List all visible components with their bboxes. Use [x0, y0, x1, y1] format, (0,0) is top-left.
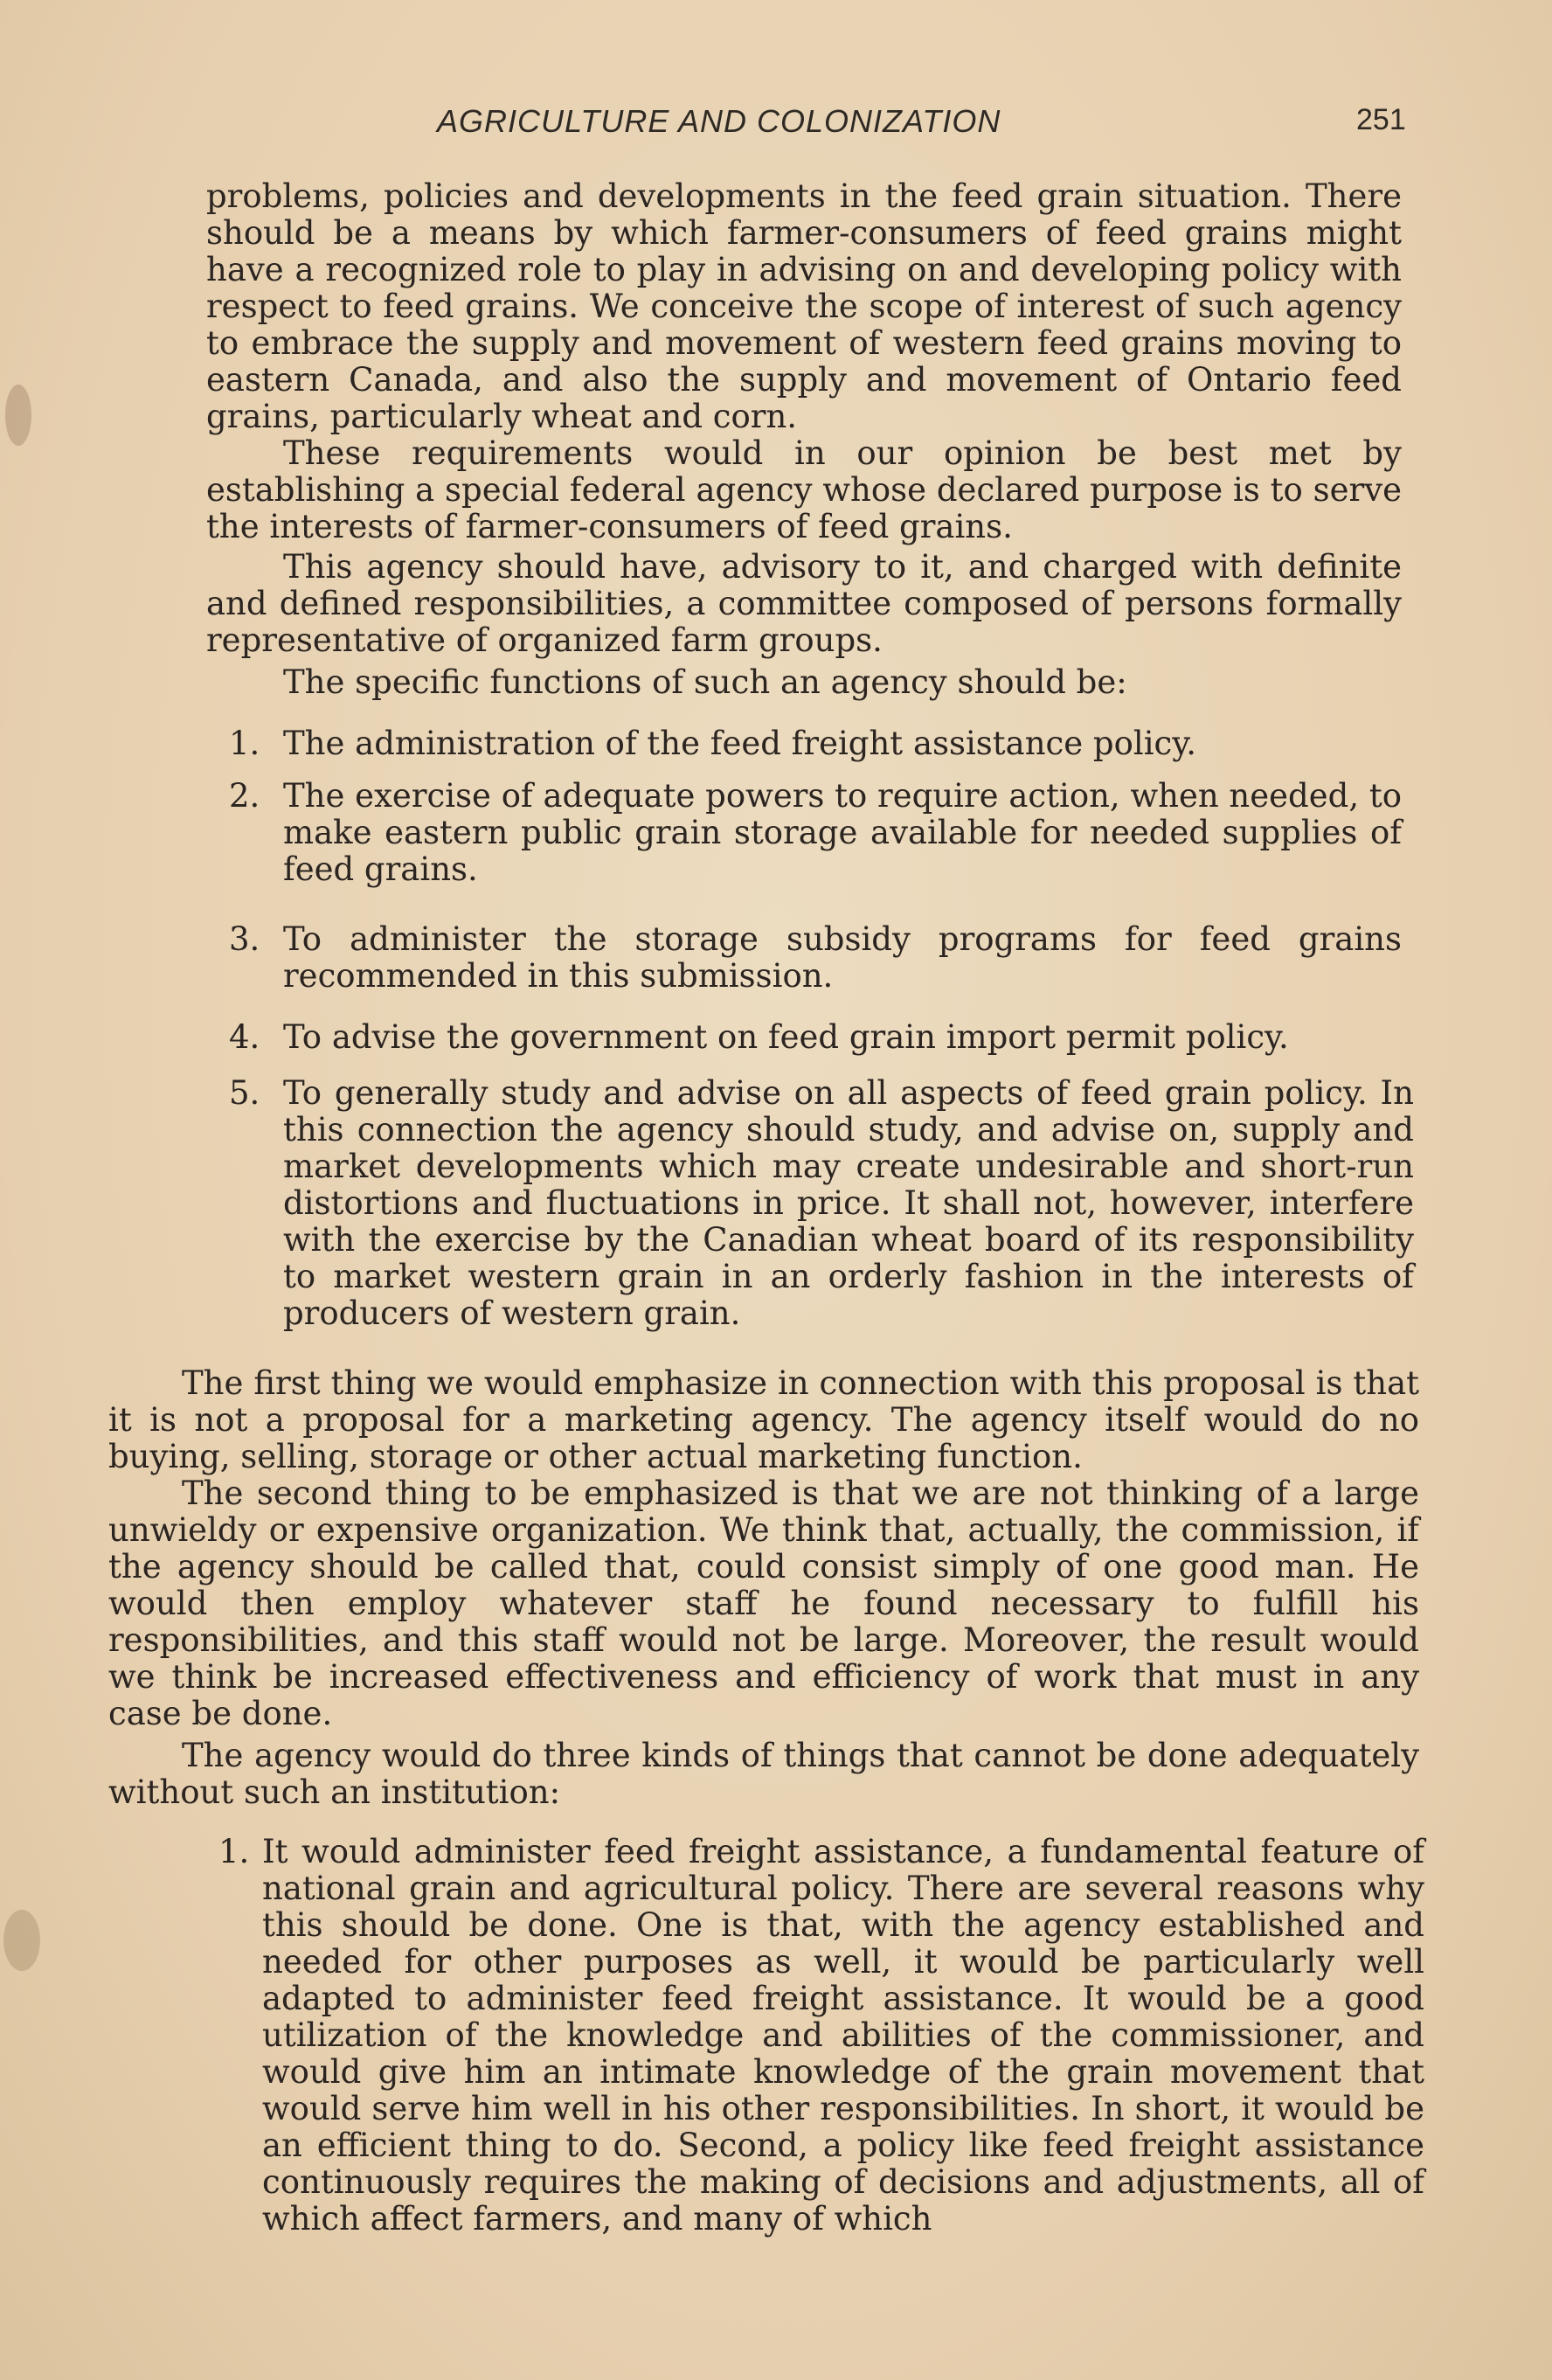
function-item-3	[229, 921, 1402, 1000]
list-number: 3.	[229, 920, 260, 958]
list-number: 1.	[218, 1833, 250, 1870]
paragraph-functions-intro: The specific functions of such an agency should be:	[283, 663, 1127, 701]
margin-stain-top	[5, 385, 31, 446]
paragraph-establishing-agency: These requirements would in our opinion be best met by establishing a special federal agency whose declared purpose is to serve the interests of farmer-consumers of feed grains.	[206, 434, 1402, 545]
list-text: To advise the government on feed grain import permit policy.	[283, 1018, 1289, 1056]
function-item-5	[229, 1075, 1414, 1337]
list-number: 1.	[229, 725, 260, 762]
function-item-2	[229, 778, 1402, 892]
function-item-4	[229, 1019, 1402, 1059]
paragraph-three-kinds: The agency would do three kinds of things that cannot be done adequately without such an institution:	[108, 1737, 1419, 1811]
page-number: 251	[1356, 103, 1406, 136]
list-text: The administration of the feed freight assistance policy.	[283, 725, 1197, 762]
paragraph-not-marketing-agency: The first thing we would emphasize in connection with this proposal is that it is not a proposal for a marketing agency. The agency itself would do no buying, selling, storage or other actual marketing function.	[108, 1364, 1419, 1475]
paragraph-not-large-organization: The second thing to be emphasized is that we are not thinking of a large unwieldy or expensive organization. We think that, actually, the commission, if the agency should be called that, could consist simply of one good man. He would then employ whatever staff he found necessary to fulfill his responsibilities, and this staff would not be large. Moreover, the result would we think be increased effectiveness and efficiency of work that must in any case be done.	[108, 1474, 1419, 1732]
margin-stain-bottom	[3, 1910, 40, 1971]
list-number: 5.	[229, 1074, 260, 1112]
list-text: The exercise of adequate powers to require action, when needed, to make eastern public grain storage available for needed supplies of feed grains.	[283, 777, 1402, 888]
function-item-1	[229, 725, 1402, 766]
paragraph-advisory-committee: This agency should have, advisory to it, and charged with definite and defined responsibilities, a committee composed of persons formally representative of organized farm groups.	[206, 548, 1402, 659]
intro-paragraph: problems, policies and developments in the feed grain situation. There should be a means by which farmer-consumers of feed grains might have a recognized role to play in advising on and developing policy with respect to feed grains. We conceive the scope of interest of such agency to embrace the supply and movement of western feed grains moving to eastern Canada, and also the supply and movement of Ontario feed grains, particularly wheat and corn.	[206, 177, 1402, 435]
running-title: AGRICULTURE AND COLONIZATION	[437, 103, 1001, 139]
list-number: 2.	[229, 777, 260, 815]
list-number: 4.	[229, 1018, 260, 1056]
list-text: It would administer feed freight assistance, a fundamental feature of national grain and agricultural policy. There are several reasons why this should be done. One is that, with the agency established and needed for other purposes as well, it would be particularly well adapted to administer feed freight assistance. It would be a good utilization of the knowledge and abilities of the commissioner, and would give him an intimate knowledge of the grain movement that would serve him well in his other responsibilities. In short, it would be an efficient thing to do. Second, a policy like feed freight assistance continuously requires the making of decisions and adjustments, all of which affect farmers, and many of which	[262, 1833, 1424, 2238]
list-text: To generally study and advise on all aspects of feed grain policy. In this connection the agency should study, and advise on, supply and market developments which may create undesirable and short-run distortions and fluctuations in price. It shall not, however, interfere with the exercise by the Canadian wheat board of its responsibility to market western grain in an orderly fashion in the interests of producers of western grain.	[283, 1074, 1414, 1332]
list-text: To administer the storage subsidy programs for feed grains recommended in this submission.	[283, 920, 1402, 995]
kind-item-1	[218, 1834, 1424, 2341]
